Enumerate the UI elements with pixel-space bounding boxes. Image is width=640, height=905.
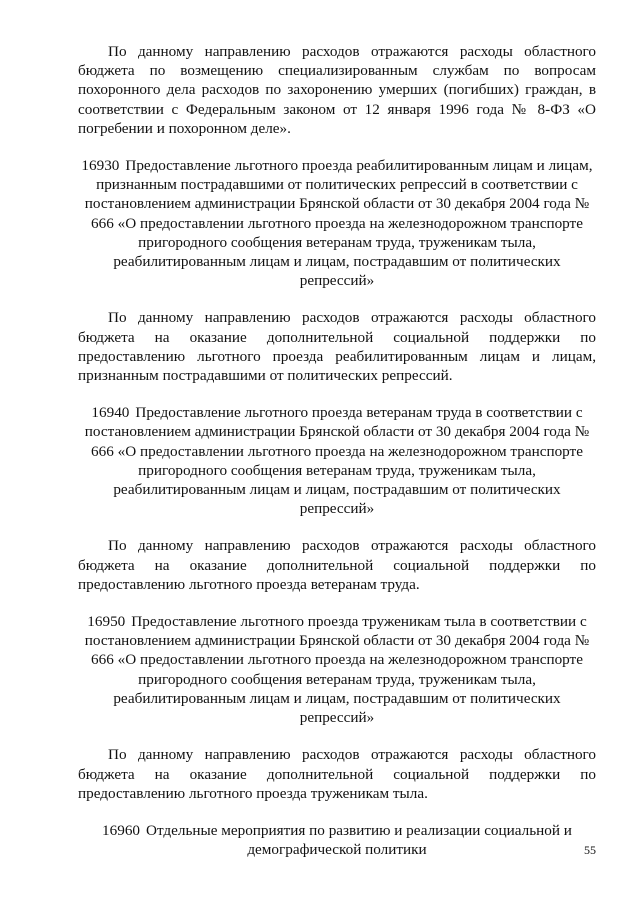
- paragraph-home-front-workers: По данному направлению расходов отражаются расходы областного бюджета на оказание дополнительной социальной поддержки по предоставлению льготного проезда труженикам тыла.: [78, 746, 596, 802]
- section-code: 16960: [102, 821, 141, 839]
- section-code: 16940: [91, 404, 130, 422]
- document-page: [78, 42, 596, 859]
- section-heading-16960: [78, 821, 596, 859]
- paragraph-burial-expenses: По данному направлению расходов отражаются расходы областного бюджета по возмещению специализированным службам по вопросам похоронного дела расходов по захоронению умерших (погибших) граждан, в соответствии с Федеральным законом от 12 января 1996 года № 8-ФЗ «О погребении и похоронном деле».: [78, 43, 596, 137]
- section-code: 16930: [81, 157, 120, 175]
- section-title: Предоставление льготного проезда труженикам тыла в соответствии с постановлением администрации Брянской области от 30 декабря 2004 года № 666 «О предоставлении льготного проезда на железнодорожном транспорте пригородного сообщения ветеранам труда, труженикам тыла, реабилитированным лицам и лицам, пострадавшим от политических репрессий»: [84, 613, 590, 727]
- section-heading-16940: [78, 403, 596, 518]
- section-title: Отдельные мероприятия по развитию и реализации социальной и демографической политики: [146, 821, 572, 859]
- section-heading-16930: [78, 156, 596, 290]
- section-heading-16950: [78, 612, 596, 727]
- section-title: Предоставление льготного проезда ветеранам труда в соответствии с постановлением администрации Брянской области от 30 декабря 2004 года № 666 «О предоставлении льготного проезда на железнодорожном транспорте пригородного сообщения ветеранам труда, труженикам тыла, реабилитированным лицам и лицам, пострадавшим от политических репрессий»: [84, 404, 590, 518]
- section-title: Предоставление льготного проезда реабилитированным лицам и лицам, признанным пострадавшими от политических репрессий в соответствии с постановлением администрации Брянской области от 30 декабря 2004 года № 666 «О предоставлении льготного проезда на железнодорожном транспорте пригородного сообщения ветеранам труда, труженикам тыла, реабилитированным лицам и лицам, пострадавшим от политических репрессий»: [84, 157, 593, 290]
- paragraph-labor-veterans: По данному направлению расходов отражаются расходы областного бюджета на оказание дополнительной социальной поддержки по предоставлению льготного проезда ветеранам труда.: [78, 537, 596, 593]
- section-code: 16950: [87, 613, 126, 631]
- paragraph-rehabilitated-persons: По данному направлению расходов отражаются расходы областного бюджета на оказание дополнительной социальной поддержки по предоставлению льготного проезда реабилитированным лицам и лицам, признанным пострадавшими от политических репрессий.: [78, 309, 596, 385]
- page-number: 55: [584, 843, 596, 857]
